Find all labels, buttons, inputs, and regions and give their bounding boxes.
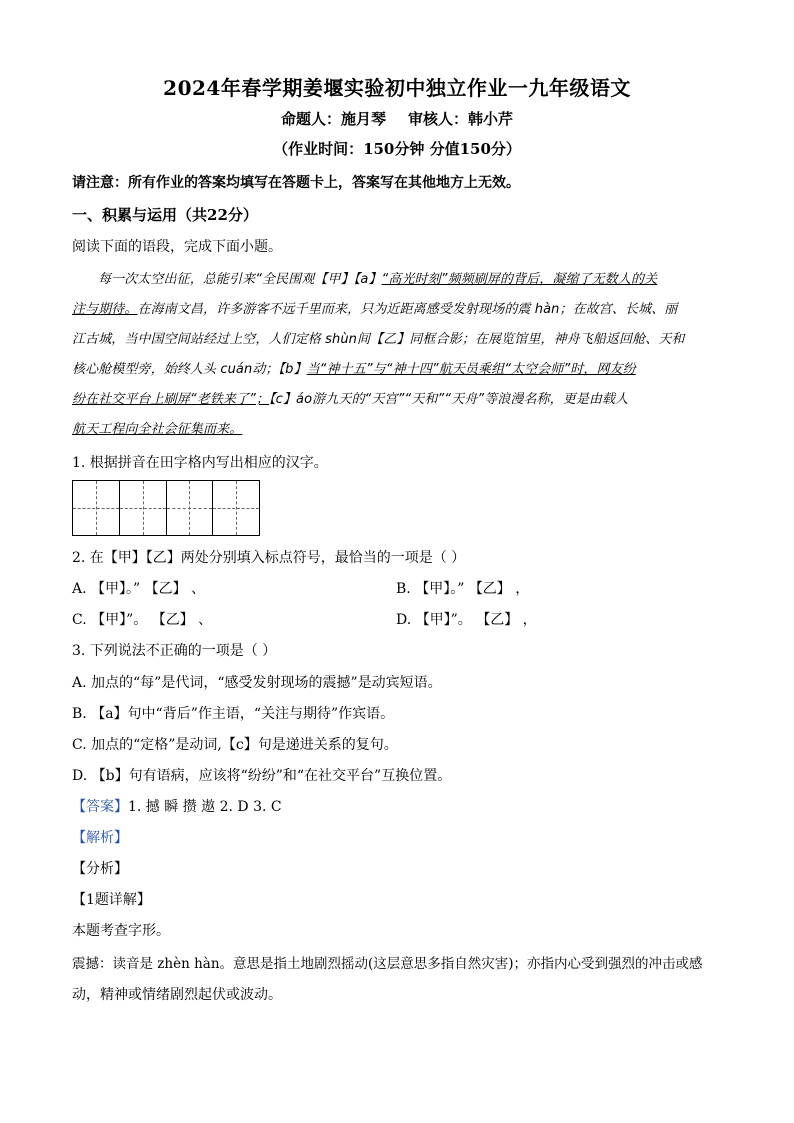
passage-line-5 [72, 388, 720, 407]
instruction: 阅读下面的语段，完成下面小题。 [72, 239, 282, 255]
passage-line-2 [72, 298, 720, 317]
grid-cell [167, 481, 214, 535]
q2-option-b: B. 【甲】。” 【乙】 ， [396, 581, 530, 597]
passage-text: 每一次太空出征，总能引来“全民围观【甲】【a】 [98, 272, 382, 287]
grid-cell [213, 481, 259, 535]
reviewer: 审核人：韩小芹 [408, 110, 514, 128]
fenxi-label: 【分析】 [72, 861, 128, 877]
question-1: 1. 根据拼音在田字格内写出相应的汉字。 [72, 455, 328, 471]
question-3: 3. 下列说法不正确的一项是（ ） [72, 643, 277, 659]
answer-text: 1. 撼 瞬 攒 遨 2. D 3. C [128, 799, 282, 815]
passage-text: 在海南文昌，许多游客不远千里而来，只为近距离感受发射现场的震 hàn；在故宫、长城、丽 [137, 302, 678, 317]
setter: 命题人：施月琴 [280, 110, 386, 128]
detail-text-1: 本题考查字形。 [72, 923, 170, 939]
passage-line-6 [72, 418, 720, 437]
grid-cell [73, 481, 120, 535]
section-heading: 一、积累与运用（共22分） [72, 206, 258, 224]
tianzige-grid [72, 480, 260, 536]
answer-line [72, 796, 282, 816]
passage-underlined: 航天工程向全社会征集而来。 [72, 422, 243, 437]
q2-option-d: D. 【甲】”。 【乙】 ， [396, 612, 537, 628]
grid-cell [120, 481, 167, 535]
passage-underlined: “高光时刻”频频刷屏的背后，凝缩了无数人的关 [381, 272, 658, 287]
answer-label: 【答案】 [72, 799, 128, 815]
q3-option-c: C. 加点的“定格”是动词,【c】句是递进关系的复句。 [72, 737, 398, 753]
passage-text: 核心舱模型旁，始终人头 cuán动；【b】 [72, 362, 307, 377]
passage-underlined: 当“神十五”与“神十四”航天员乘组“太空会师”时，网友纷 [306, 362, 636, 377]
time-info: （作业时间：150分钟 分值150分） [273, 140, 521, 158]
passage-text: 【c】áo游九天的“天宫”“天和”“天舟”等浪漫名称，更是由载人 [269, 392, 629, 407]
passage-line-4 [72, 358, 720, 377]
q2-option-c: C. 【甲】”。 【乙】 、 [72, 612, 213, 628]
passage-line-3: 江古城，当中国空间站经过上空，人们定格 shùn间【乙】同框合影；在展览馆里，神舟飞船返回舱、天和 [72, 332, 685, 347]
detail-text-3: 动，精神或情绪剧烈起伏或波动。 [72, 987, 282, 1003]
notice: 请注意：所有作业的答案均填写在答题卡上，答案写在其他地方上无效。 [72, 175, 520, 191]
q2-option-a: A. 【甲】。” 【乙】 、 [72, 581, 206, 597]
detail-text-2: 震撼：读音是 zhèn hàn。意思是指土地剧烈摇动(这层意思多指自然灾害)；亦指内心受到强烈的冲击或感 [72, 956, 703, 972]
authors-line [0, 108, 794, 129]
q3-option-d: D. 【b】句有语病，应该将“纷纷”和“在社交平台”互换位置。 [72, 768, 452, 784]
page-title: 2024年春学期姜堰实验初中独立作业一九年级语文 [163, 76, 631, 100]
question-2: 2. 在【甲】【乙】两处分别填入标点符号，最恰当的一项是（ ） [72, 550, 466, 566]
q3-option-a: A. 加点的“每”是代词，“感受发射现场的震撼”是动宾短语。 [72, 675, 442, 691]
q3-option-b: B. 【a】句中“背后”作主语，“关注与期待”作宾语。 [72, 706, 395, 722]
passage-underlined: 注与期待。 [72, 302, 138, 317]
passage-underlined: 纷在社交平台上刷屏“老铁来了”； [72, 392, 270, 407]
detail-1-label: 【1题详解】 [72, 892, 151, 908]
analysis-label: 【解析】 [72, 830, 128, 846]
passage-line-1 [72, 268, 720, 287]
